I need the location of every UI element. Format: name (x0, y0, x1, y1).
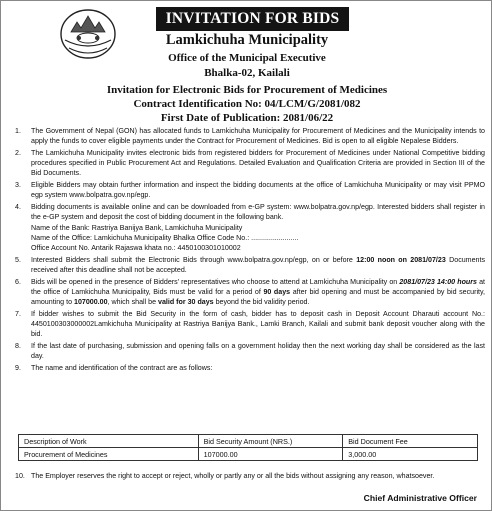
list-item (15, 471, 485, 481)
item-number: 8. (15, 342, 21, 351)
item-number: 2. (15, 149, 21, 157)
contract-id: Contract Identification No: 04/LCM/G/2081/082 (133, 98, 361, 110)
item-text: at the office of Lamkichuha Municipality, Bids must be valid for a period of (31, 277, 485, 297)
bid-validity: 90 days (263, 288, 291, 297)
item-number: 5. (15, 255, 21, 264)
submission-deadline: 12:00 noon on 2081/07/23 (356, 255, 446, 264)
security-validity: valid for 30 days (158, 298, 214, 307)
notice-items (15, 126, 485, 373)
list-item (15, 180, 485, 200)
item-number: 4. (15, 203, 21, 212)
office-account: Office Account No. Antarik Rajaswa khata no.: 4450100301010002 (31, 244, 241, 253)
item-text: , which shall be (107, 298, 157, 307)
item-content (31, 277, 485, 308)
security-amount: 107000.00 (74, 298, 108, 307)
item-text: If the last date of purchasing, submission and opening falls on a government holiday then the next working day shall be considered as the last day. (31, 342, 485, 361)
office-code: Name of the Office: Lamkichuha Municipality Bhalka Office Code No.: ........................ (31, 233, 299, 242)
column-header: Bid Security Amount (NRS.) (198, 435, 343, 448)
item-text: The Employer reserves the right to accept or reject, wholly or partly any or all the bids without assigning any reason, whatsoever. (31, 472, 435, 480)
bank-name: Name of the Bank: Rastriya Banijya Bank, Lamkichuha Municipality (31, 223, 243, 232)
opening-time: 2081/07/23 14:00 hours (399, 277, 477, 286)
item-number: 7. (15, 310, 21, 319)
item-text: Eligible Bidders may obtain further information and inspect the bidding documents at the office of Lamkichuha Municipality or may visit PPMO egp system www.bolpatra.gov.np/egp. (31, 181, 485, 200)
item-text: after bid opening and must be accompanied by bid security, amounting to (31, 288, 485, 307)
list-item (15, 309, 485, 340)
item-content (31, 202, 485, 253)
list-item (15, 277, 485, 308)
item-text: beyond the bid validity period. (215, 298, 310, 307)
item-number: 6. (15, 277, 21, 286)
invitation-title: Invitation for Electronic Bids for Procurement of Medicines (106, 84, 388, 96)
list-item (15, 202, 485, 253)
item-text: The Government of Nepal (GON) has allocated funds to Lamkichuha Municipality for Procurement of Medicines and the Municipality intends to apply the funds to cover eligible payments under the Contract for Procurement of Medicines. Bid is open to all eligible Nepalese Bidders. (31, 127, 485, 146)
item-number: 1. (15, 127, 21, 135)
list-item (15, 148, 485, 179)
item-content (31, 255, 485, 275)
table-row (19, 448, 478, 461)
item-text: The Lamkichuha Municipality invites electronic bids from registered bidders for Procurement of Medicines under National Competitive bidding procedures specified in Public Procurement Act and Regulations. Detailed Evaluation and Qualification Criteria are provided in Section III of the Bid Documents. (31, 149, 485, 178)
list-item (15, 341, 485, 361)
publication-date: First Date of Publication: 2081/06/22 (160, 112, 334, 124)
item-number: 9. (15, 364, 21, 373)
signature-title: Chief Administrative Officer (363, 493, 477, 503)
organization-name: Lamkichuha Municipality (165, 32, 329, 48)
item-text: Bidding documents is available online and can be downloaded from e-GP system: www.bolpatra.gov.np/egp. Interested bidders shall register in the e-GP system and deposit the cost of bidding document in the following bank. (31, 203, 485, 222)
contract-table (18, 434, 478, 461)
item-text: Documents received after this deadline shall not be accepted. (31, 255, 486, 275)
table-header-row (19, 435, 478, 448)
list-item (15, 126, 485, 146)
item-text: Interested Bidders shall submit the Electronic Bids through www.bolpatra.gov.np/egp, on or before (31, 255, 353, 264)
list-item (15, 255, 485, 275)
table-cell: Procurement of Medicines (19, 448, 199, 461)
invitation-banner: INVITATION FOR BIDS (156, 7, 349, 31)
item-text: If bidder wishes to submit the Bid Security in the form of cash, bidder has to deposit cash in Deposit Account Dharauti account No.: 4450100303000002Lamkichuha Municipality at Rastriya Banijya Bank., Lamki Branch, Kailali and submit bank deposit voucher along with the bid. (31, 310, 485, 339)
item-number: 10. (15, 472, 25, 480)
item-text: The name and identification of the contract are as follows: (31, 364, 213, 373)
list-item (15, 363, 485, 373)
column-header: Bid Document Fee (343, 435, 478, 448)
item-text: Bids will be opened in the presence of Bidders' representatives who choose to attend at Lamkichuha Municipality on (31, 277, 398, 286)
table-cell: 3,000.00 (343, 448, 478, 461)
item-number: 3. (15, 181, 21, 190)
address: Bhalka-02, Kailali (204, 67, 290, 79)
table-cell: 107000.00 (198, 448, 343, 461)
office-name: Office of the Municipal Executive (168, 52, 326, 64)
column-header: Description of Work (19, 435, 199, 448)
